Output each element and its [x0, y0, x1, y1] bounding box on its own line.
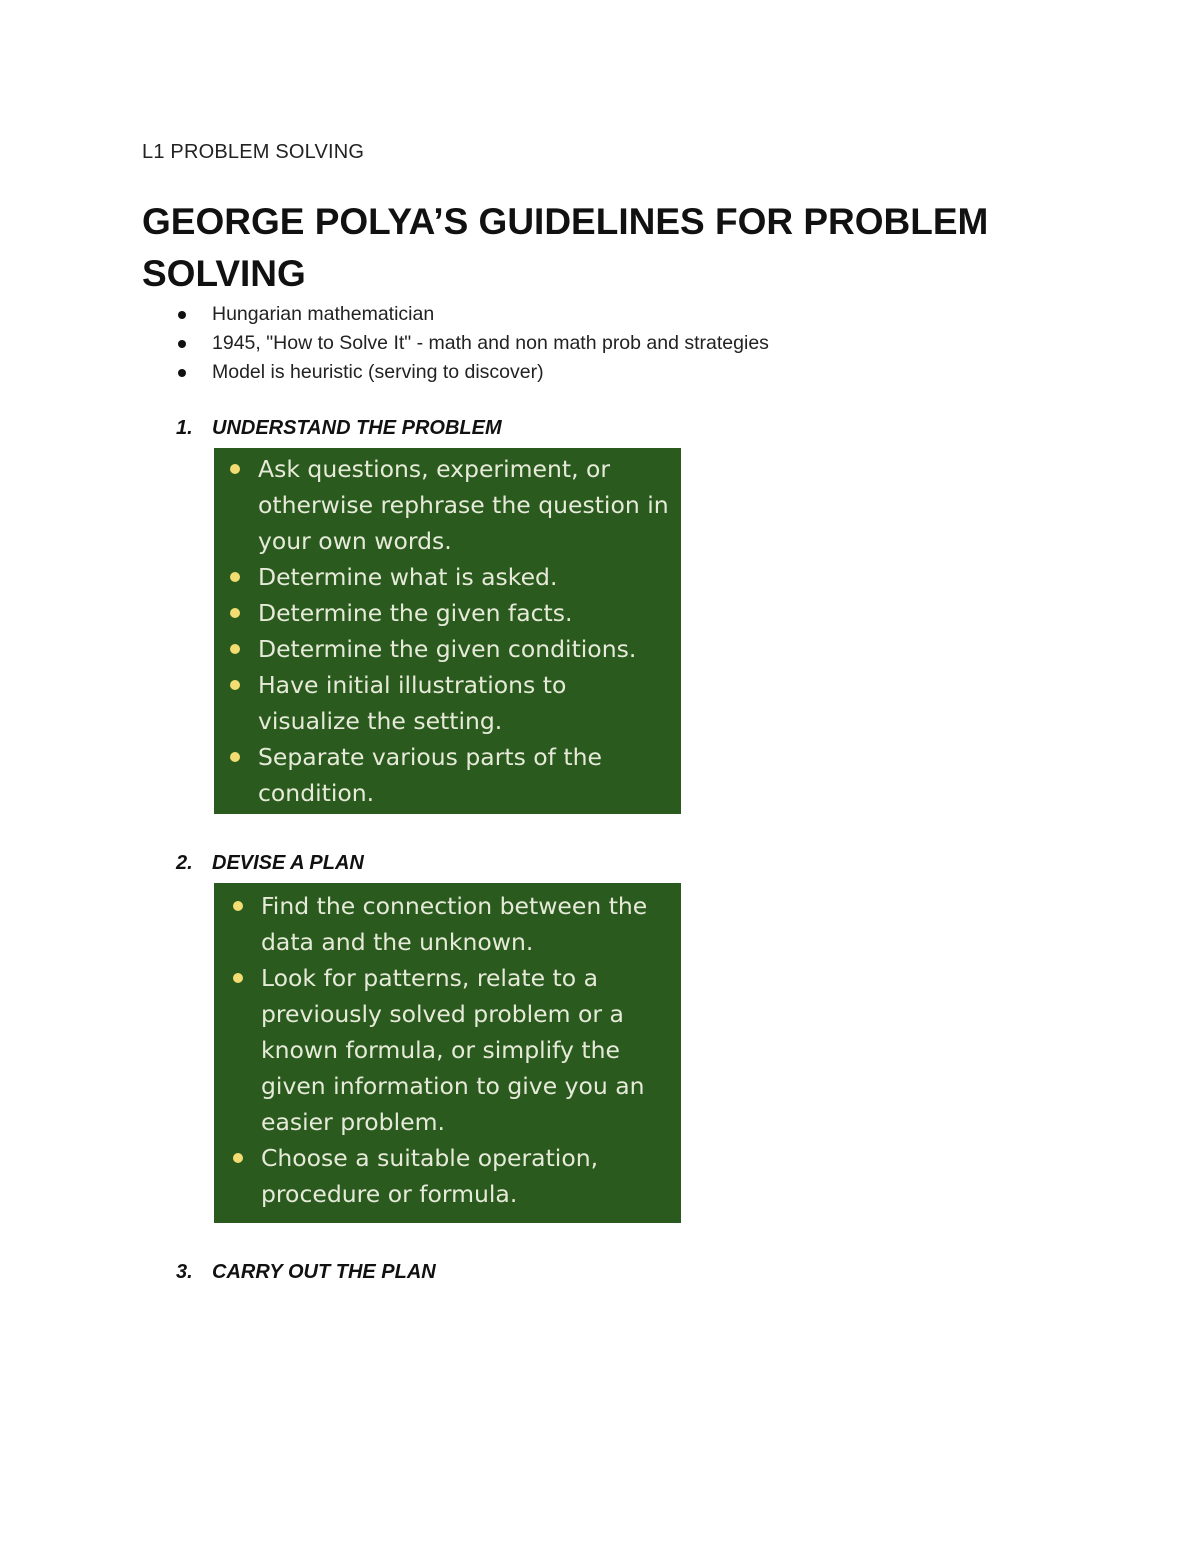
bullet-icon	[230, 608, 240, 618]
document-label: L1 PROBLEM SOLVING	[142, 141, 365, 163]
list-item-text: Ask questions, experiment, or otherwise rephrase the question in your own words.	[258, 455, 669, 555]
list-item	[176, 329, 769, 358]
understand-problem-points	[214, 451, 681, 811]
list-item-text: Choose a suitable operation, procedure or formula.	[261, 1144, 599, 1208]
step-heading-devise	[176, 852, 364, 875]
step-number: 3.	[176, 1261, 193, 1283]
list-item	[214, 631, 681, 667]
intro-bullet-list	[176, 300, 769, 387]
bullet-icon	[230, 644, 240, 654]
bullet-icon	[233, 901, 243, 911]
list-item	[176, 358, 769, 387]
list-item-text: Model is heuristic (serving to discover)	[212, 361, 544, 383]
list-item	[214, 888, 681, 960]
bullet-icon	[230, 464, 240, 474]
step-heading-understand	[176, 417, 502, 440]
list-item-text: 1945, "How to Solve It" - math and non math prob and strategies	[212, 332, 769, 354]
document-title: GEORGE POLYA’S GUIDELINES FOR PROBLEM SOLVING	[142, 201, 989, 294]
bullet-icon	[178, 311, 186, 319]
list-item	[214, 451, 681, 559]
list-item-text: Determine the given conditions.	[258, 635, 637, 663]
list-item-text: Have initial illustrations to visualize the setting.	[258, 671, 567, 735]
list-item-text: Determine the given facts.	[258, 599, 573, 627]
step-title: CARRY OUT THE PLAN	[212, 1261, 436, 1283]
step-title: UNDERSTAND THE PROBLEM	[212, 417, 502, 439]
list-item	[176, 300, 769, 329]
list-item-text: Separate various parts of the condition.	[258, 743, 602, 807]
list-item	[214, 960, 681, 1140]
bullet-icon	[230, 680, 240, 690]
list-item	[214, 739, 681, 811]
understand-problem-panel	[214, 448, 681, 814]
step-title: DEVISE A PLAN	[212, 852, 364, 874]
bullet-icon	[178, 369, 186, 377]
bullet-icon	[178, 340, 186, 348]
step-heading-carry-out	[176, 1261, 436, 1284]
list-item	[214, 1140, 681, 1212]
bullet-icon	[230, 752, 240, 762]
devise-plan-points	[214, 888, 681, 1212]
bullet-icon	[233, 973, 243, 983]
list-item	[214, 667, 681, 739]
step-number: 2.	[176, 852, 193, 874]
list-item-text: Determine what is asked.	[258, 563, 558, 591]
step-number: 1.	[176, 417, 193, 439]
devise-plan-panel	[214, 883, 681, 1223]
list-item	[214, 595, 681, 631]
bullet-icon	[230, 572, 240, 582]
list-item	[214, 559, 681, 595]
list-item-text: Find the connection between the data and the unknown.	[261, 892, 648, 956]
list-item-text: Look for patterns, relate to a previously solved problem or a known formula, or simplify the given information to give you an easier problem.	[261, 964, 645, 1136]
bullet-icon	[233, 1153, 243, 1163]
list-item-text: Hungarian mathematician	[212, 303, 435, 325]
